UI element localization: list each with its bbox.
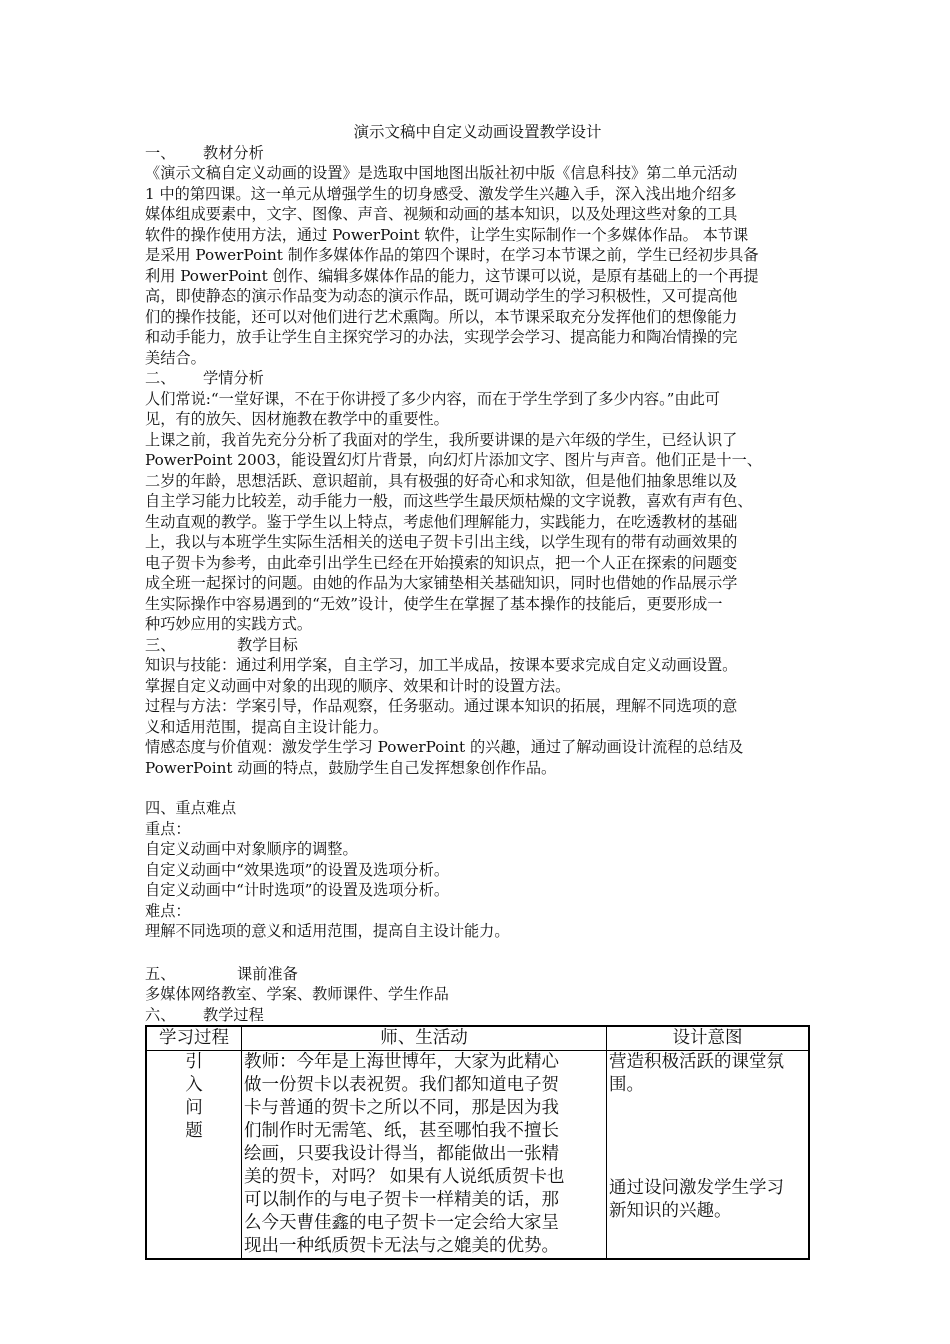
intent-line: 新知识的兴趣。 [609, 1201, 732, 1221]
activity-line: 可以制作的与电子贺卡一样精美的话，那 [244, 1190, 559, 1210]
paragraph-line: 和动手能力，放手让学生自主探究学习的办法，实现学会学习、提高能力和陶冶情操的完 [145, 328, 738, 346]
paragraph-line: 自定义动画中“效果选项”的设置及选项分析。 [145, 860, 450, 879]
paragraph-line: 高，即使静态的演示作品变为动态的演示作品，既可调动学生的学习积极性，又可提高他 [145, 287, 738, 305]
table-header-row [146, 1026, 809, 1051]
section-body-2 [145, 389, 810, 635]
paragraph-line: 上课之前，我首先充分分析了我面对的学生，我所要讲课的是六年级的学生，已经认识了 [145, 430, 738, 449]
stage-char: 引 [185, 1052, 203, 1072]
intent-block-1 [609, 1051, 806, 1097]
intent-line: 营造积极活跃的课堂氛 [609, 1052, 784, 1072]
activity-cell [242, 1051, 607, 1260]
table-header-cell: 学习过程 [146, 1026, 242, 1051]
paragraph-line: 情感态度与价值观：激发学生学习 PowerPoint 的兴趣，通过了解动画设计流程的总结及 [145, 738, 744, 756]
section-heading-text: 教材分析 [203, 143, 264, 162]
section-heading-4: 四、重点难点 [145, 799, 237, 817]
activity-line: 教师：今年是上海世博年，大家为此精心 [244, 1052, 559, 1072]
section-heading-text: 课前准备 [237, 964, 298, 983]
paragraph-line: 义和适用范围，提高自主设计能力。 [145, 717, 388, 736]
blank-line [145, 942, 810, 964]
paragraph-line: 见，有的放矢、因材施教在教学中的重要性。 [145, 410, 449, 428]
section-number: 五、 [145, 964, 176, 983]
paragraph-line: 软件的操作使用方法，通过 PowerPoint 软件，让学生实际制作一个多媒体作品。 本节课 [145, 225, 749, 244]
page-title: 演示文稿中自定义动画设置教学设计 [353, 123, 602, 141]
paragraph-line: 二岁的年龄，思想活跃、意识超前，具有极强的好奇心和求知欲，但是他们抽象思维以及 [145, 471, 738, 490]
section-heading-1 [145, 143, 810, 164]
paragraph-line: 美结合。 [145, 348, 206, 367]
paragraph-line: 利用 PowerPoint 创作、编辑多媒体作品的能力，这节课可以说，是原有基础上的一个再提 [145, 266, 759, 285]
paragraph-line: 电子贺卡为参考，由此牵引出学生已经在开始摸索的知识点，把一个人正在探索的问题变 [145, 553, 738, 572]
paragraph-line: 过程与方法：学案引导，作品观察，任务驱动。通过课本知识的拓展，理解不同选项的意 [145, 697, 738, 715]
paragraph-line: 上，我以与本班学生实际生活相关的送电子贺卡引出主线，以学生现有的带有动画效果的 [145, 533, 738, 551]
table-row [146, 1051, 809, 1260]
paragraph-line: 知识与技能：通过利用学案，自主学习，加工半成品，按课本要求完成自定义动画设置。 [145, 656, 738, 674]
section-body-3 [145, 655, 810, 778]
paragraph-line: 们的操作技能，还可以对他们进行艺术熏陶。所以，本节课采取充分发挥他们的想像能力 [145, 307, 738, 326]
paragraph-line: 成全班一起探讨的问题。由她的作品为大家铺垫相关基础知识，同时也借她的作品展示学 [145, 574, 738, 592]
paragraph-line: 生实际操作中容易遇到的“无效”设计，使学生在掌握了基本操作的技能后，更要形成一 [145, 594, 723, 613]
paragraph-line: 难点： [145, 901, 191, 920]
stage-cell [146, 1051, 242, 1260]
document-body [145, 122, 810, 1260]
section-heading-3 [145, 635, 810, 656]
activity-line: 么今天曹佳鑫的电子贺卡一定会给大家呈 [244, 1213, 559, 1233]
section-heading-text: 教学目标 [237, 635, 298, 654]
paragraph-line: 是采用 PowerPoint 制作多媒体作品的第四个课时，在学习本节课之前，学生已经初步具备 [145, 246, 759, 264]
section-heading-2 [145, 368, 810, 389]
activity-line: 们制作时无需笔、纸，甚至哪怕我不擅长 [244, 1121, 559, 1141]
paragraph-line: 媒体组成要素中，文字、图像、声音、视频和动画的基本知识，以及处理这些对象的工具 [145, 205, 738, 223]
paragraph-line: 多媒体网络教室、学案、教师课件、学生作品 [145, 985, 449, 1003]
paragraph-line: 1 中的第四课。这一单元从增强学生的切身感受、激发学生兴趣入手，深入浅出地介绍多 [145, 184, 737, 203]
intent-line: 围。 [609, 1075, 644, 1095]
paragraph-line: 理解不同选项的意义和适用范围，提高自主设计能力。 [145, 922, 510, 940]
stage-char: 题 [185, 1121, 203, 1141]
paragraph-line: 人们常说:“一堂好课，不在于你讲授了多少内容，而在于学生学到了多少内容。”由此可 [145, 389, 720, 408]
section-heading-text: 学情分析 [203, 369, 264, 387]
intent-block-2 [609, 1177, 806, 1223]
paragraph-line: 自主学习能力比较差，动手能力一般，而这些学生最厌烦枯燥的文字说教，喜欢有声有色、 [145, 492, 753, 510]
section-body-1 [145, 163, 810, 368]
stage-char: 问 [185, 1098, 203, 1118]
blank-line [145, 778, 810, 798]
teaching-process-table [145, 1025, 810, 1260]
section-heading-text: 教学过程 [203, 1005, 264, 1024]
section-number: 三、 [145, 635, 176, 654]
intent-line: 通过设问激发学生学习 [609, 1178, 784, 1198]
paragraph-line: PowerPoint 动画的特点，鼓励学生自己发挥想象创作作品。 [145, 758, 557, 777]
paragraph-line: 自定义动画中对象顺序的调整。 [145, 840, 358, 858]
paragraph-line: 《演示文稿自定义动画的设置》是选取中国地图出版社初中版《信息科技》第二单元活动 [145, 164, 738, 182]
section-heading-5 [145, 964, 810, 985]
paragraph-line: 重点： [145, 819, 191, 838]
activity-line: 做一份贺卡以表祝贺。我们都知道电子贺 [244, 1075, 559, 1095]
paragraph-line: PowerPoint 2003，能设置幻灯片背景，向幻灯片添加文字、图片与声音。他们正是十一、 [145, 451, 762, 469]
paragraph-line: 生动直观的教学。鉴于学生以上特点，考虑他们理解能力，实践能力，在吃透教材的基础 [145, 512, 738, 531]
intent-cell [607, 1051, 810, 1260]
activity-line: 美的贺卡，对吗？ 如果有人说纸质贺卡也 [244, 1167, 565, 1187]
activity-line: 现出一种纸质贺卡无法与之媲美的优势。 [244, 1236, 559, 1256]
section-number: 二、 [145, 369, 176, 387]
table-header-cell: 师、生活动 [242, 1026, 607, 1051]
paragraph-line: 种巧妙应用的实践方式。 [145, 615, 313, 633]
section-number: 一、 [145, 143, 176, 162]
stage-char: 入 [185, 1075, 203, 1095]
section-heading-6 [145, 1005, 810, 1026]
activity-line: 绘画，只要我设计得当，都能做出一张精 [244, 1144, 559, 1164]
paragraph-line: 掌握自定义动画中对象的出现的顺序、效果和计时的设置方法。 [145, 676, 571, 695]
table-header-cell: 设计意图 [607, 1026, 810, 1051]
activity-line: 卡与普通的贺卡之所以不同，那是因为我 [244, 1098, 559, 1118]
section-number: 六、 [145, 1005, 176, 1024]
paragraph-line: 自定义动画中“计时选项”的设置及选项分析。 [145, 881, 450, 899]
section-body-4 [145, 819, 810, 942]
